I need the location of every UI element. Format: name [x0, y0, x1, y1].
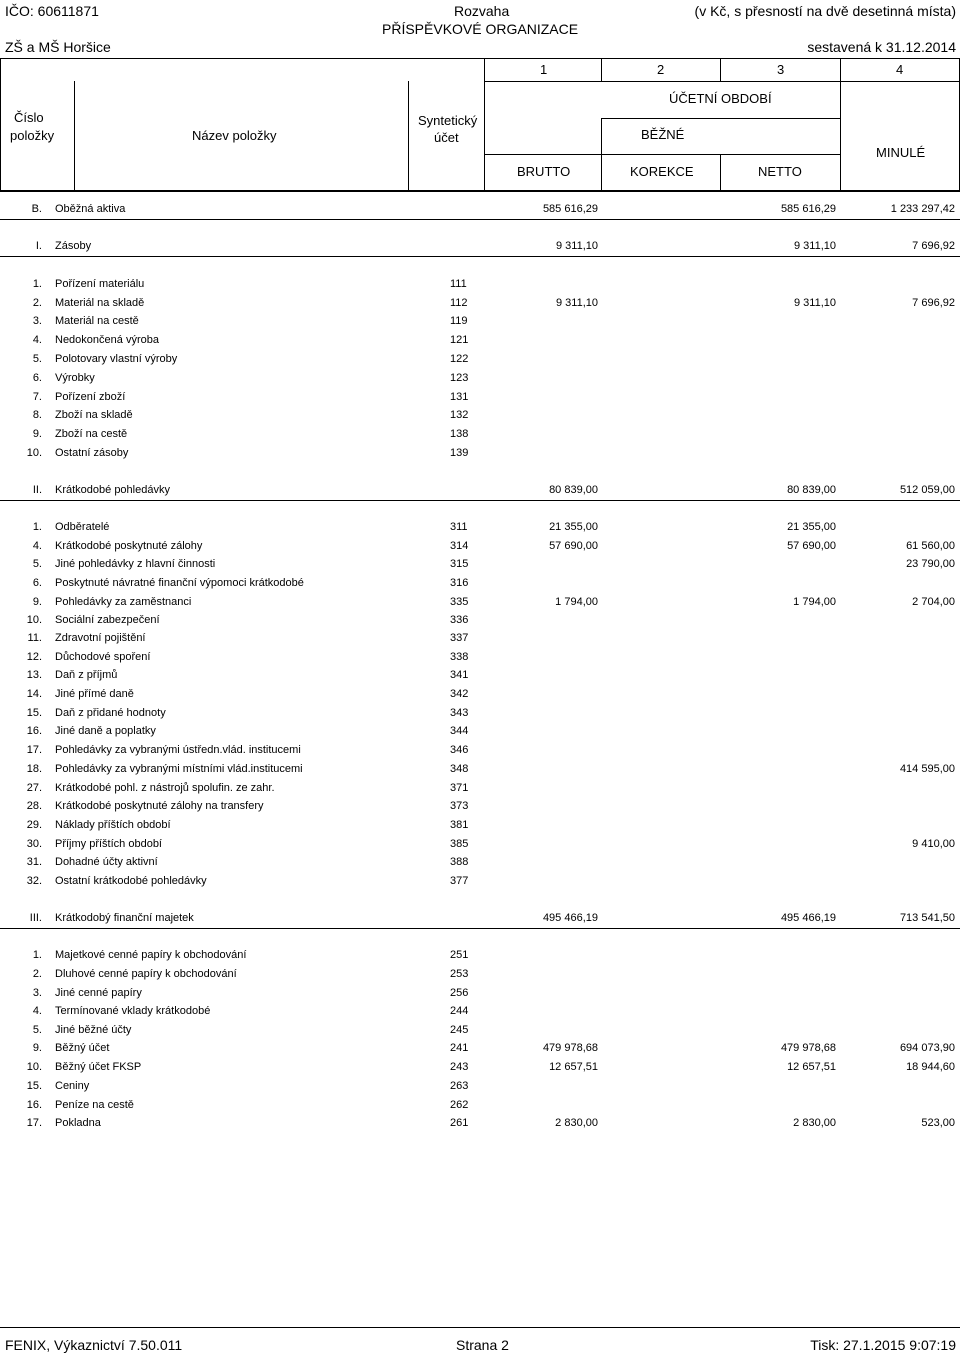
row-name: Daň z přidané hodnoty	[55, 707, 166, 719]
row-number: 4.	[32, 540, 42, 552]
row-minule: 18 944,60	[906, 1061, 955, 1073]
section-divider	[0, 500, 960, 501]
row-name: Jiné přímé daně	[55, 688, 134, 700]
row-account: 263	[450, 1080, 469, 1092]
row-account: 256	[450, 987, 469, 999]
table-row	[0, 575, 960, 593]
table-row	[0, 351, 960, 369]
row-number: 30.	[26, 838, 42, 850]
row-number: 11.	[27, 632, 42, 644]
row-minule: 7 696,92	[912, 297, 955, 309]
row-account: 385	[450, 838, 469, 850]
row-number: B.	[31, 203, 42, 215]
row-name: Termínované vklady krátkodobé	[55, 1005, 211, 1017]
row-number: 15.	[26, 1080, 42, 1092]
row-number: 16.	[26, 725, 42, 737]
table-row	[0, 594, 960, 612]
row-name: Odběratelé	[55, 521, 110, 533]
row-account: 343	[450, 707, 469, 719]
row-account: 121	[450, 334, 469, 346]
row-number: 31.	[26, 856, 42, 868]
table-row	[0, 985, 960, 1003]
row-account: 122	[450, 353, 469, 365]
row-name: Krátkodobé poskytnuté zálohy	[55, 540, 203, 552]
row-account: 341	[450, 669, 469, 681]
row-account: 373	[450, 800, 469, 812]
row-number: 17.	[26, 1117, 42, 1129]
row-brutto: 479 978,68	[542, 1042, 598, 1054]
row-number: 27.	[26, 782, 42, 794]
row-name: Zdravotní pojištění	[55, 632, 146, 644]
row-account: 131	[450, 391, 469, 403]
table-row	[0, 817, 960, 835]
table-row	[0, 798, 960, 816]
row-name: Dohadné účty aktivní	[55, 856, 158, 868]
row-number: 2.	[32, 297, 42, 309]
row-number: 6.	[32, 577, 42, 589]
table-row	[0, 667, 960, 685]
table-row	[0, 1040, 960, 1058]
report-title: Rozvaha	[454, 3, 510, 19]
row-netto: 21 355,00	[787, 521, 836, 533]
header-korekce: KOREKCE	[630, 164, 694, 179]
table-row	[0, 332, 960, 350]
row-number: 17.	[26, 744, 42, 756]
header-cislo: Číslo	[14, 110, 44, 125]
row-account: 245	[450, 1024, 469, 1036]
row-account: 388	[450, 856, 469, 868]
table-row	[0, 1059, 960, 1077]
row-number: 13.	[26, 669, 42, 681]
organization-name: ZŠ a MŠ Horšice	[5, 39, 111, 55]
row-name: Pohledávky za vybranými místními vlád.institucemi	[55, 763, 303, 775]
row-account: 132	[450, 409, 469, 421]
row-netto: 2 830,00	[793, 1117, 836, 1129]
row-name: Materiál na skladě	[55, 297, 145, 309]
row-name: Dluhové cenné papíry k obchodování	[55, 968, 237, 980]
row-number: 9.	[32, 428, 42, 440]
row-number: 5.	[32, 558, 42, 570]
row-name: Příjmy příštích období	[55, 838, 162, 850]
table-row	[0, 873, 960, 891]
table-row	[0, 686, 960, 704]
row-number: 10.	[26, 1061, 42, 1073]
table-row	[0, 201, 960, 219]
row-number: 14.	[26, 688, 42, 700]
row-name: Daň z příjmů	[55, 669, 118, 681]
table-row	[0, 313, 960, 331]
row-number: 9.	[32, 1042, 42, 1054]
row-account: 111	[450, 278, 467, 290]
row-account: 348	[450, 763, 469, 775]
row-name: Polotovary vlastní výroby	[55, 353, 178, 365]
row-netto: 1 794,00	[793, 596, 836, 608]
table-row	[0, 966, 960, 984]
row-name: Náklady příštích období	[55, 819, 171, 831]
row-name: Pohledávky za zaměstnanci	[55, 596, 192, 608]
row-name: Pořízení materiálu	[55, 278, 145, 290]
report-date: sestavená k 31.12.2014	[807, 39, 956, 55]
row-minule: 9 410,00	[912, 838, 955, 850]
row-number: 4.	[32, 1005, 42, 1017]
table-row	[0, 742, 960, 760]
row-number: 29.	[26, 819, 42, 831]
row-minule: 61 560,00	[906, 540, 955, 552]
header-bezne: BĚŽNÉ	[641, 127, 685, 142]
table-row	[0, 761, 960, 779]
row-name: Zboží na cestě	[55, 428, 128, 440]
row-name: Běžný účet FKSP	[55, 1061, 142, 1073]
table-row	[0, 780, 960, 798]
row-brutto: 21 355,00	[549, 521, 598, 533]
header-brutto: BRUTTO	[517, 164, 571, 179]
row-number: 12.	[26, 651, 42, 663]
row-name: Zboží na skladě	[55, 409, 133, 421]
ico-label: IČO: 60611871	[5, 3, 99, 19]
row-minule: 713 541,50	[899, 912, 955, 924]
row-account: 251	[450, 949, 469, 961]
row-account: 344	[450, 725, 469, 737]
row-brutto: 80 839,00	[549, 484, 598, 496]
row-number: II.	[32, 484, 42, 496]
row-netto: 80 839,00	[787, 484, 836, 496]
row-account: 338	[450, 651, 469, 663]
row-name: Jiné cenné papíry	[55, 987, 142, 999]
row-name: Materiál na cestě	[55, 315, 139, 327]
section-divider	[0, 256, 960, 257]
row-name: Nedokončená výroba	[55, 334, 159, 346]
row-name: Zásoby	[55, 240, 92, 252]
table-row	[0, 407, 960, 425]
table-row	[0, 947, 960, 965]
table-row	[0, 238, 960, 256]
table-row	[0, 910, 960, 928]
row-netto: 585 616,29	[780, 203, 836, 215]
header-minule: MINULÉ	[876, 145, 926, 160]
row-netto: 9 311,10	[793, 240, 836, 252]
table-row	[0, 389, 960, 407]
row-number: I.	[35, 240, 42, 252]
row-number: 8.	[32, 409, 42, 421]
row-brutto: 12 657,51	[549, 1061, 598, 1073]
header-netto: NETTO	[758, 164, 802, 179]
units-note: (v Kč, s přesností na dvě desetinná místa)	[694, 3, 956, 19]
table-row	[0, 426, 960, 444]
row-minule: 512 059,00	[899, 484, 955, 496]
row-minule: 7 696,92	[912, 240, 955, 252]
row-netto: 479 978,68	[780, 1042, 836, 1054]
row-account: 315	[450, 558, 469, 570]
table-row	[0, 276, 960, 294]
row-name: Běžný účet	[55, 1042, 110, 1054]
table-row	[0, 836, 960, 854]
table-row	[0, 612, 960, 630]
row-account: 139	[450, 447, 469, 459]
row-name: Oběžná aktiva	[55, 203, 126, 215]
row-brutto: 57 690,00	[549, 540, 598, 552]
row-account: 138	[450, 428, 469, 440]
row-name: Jiné pohledávky z hlavní činnosti	[55, 558, 216, 570]
row-name: Důchodové spoření	[55, 651, 151, 663]
row-number: III.	[29, 912, 42, 924]
row-name: Majetkové cenné papíry k obchodování	[55, 949, 247, 961]
header-polozky: položky	[10, 128, 55, 143]
row-minule: 2 704,00	[912, 596, 955, 608]
row-number: 3.	[32, 987, 42, 999]
row-number: 4.	[32, 334, 42, 346]
row-netto: 57 690,00	[787, 540, 836, 552]
row-account: 371	[450, 782, 469, 794]
row-number: 2.	[32, 968, 42, 980]
col-number-3: 3	[777, 62, 785, 77]
row-name: Výrobky	[55, 372, 95, 384]
row-brutto: 495 466,19	[542, 912, 598, 924]
row-name: Sociální zabezpečení	[55, 614, 160, 626]
row-number: 10.	[26, 614, 42, 626]
footer-page: Strana 2	[456, 1337, 509, 1353]
row-minule: 694 073,90	[899, 1042, 955, 1054]
row-name: Poskytnuté návratné finanční výpomoci krátkodobé	[55, 577, 304, 589]
row-account: 244	[450, 1005, 469, 1017]
row-number: 5.	[32, 353, 42, 365]
table-row	[0, 1115, 960, 1133]
row-brutto: 1 794,00	[555, 596, 598, 608]
row-account: 377	[450, 875, 469, 887]
report-subtitle: PŘÍSPĚVKOVÉ ORGANIZACE	[382, 21, 579, 37]
footer-software: FENIX, Výkaznictví 7.50.011	[5, 1337, 183, 1353]
row-name: Krátkodobé pohl. z nástrojů spolufin. ze zahr.	[55, 782, 275, 794]
row-number: 1.	[32, 949, 42, 961]
table-row	[0, 723, 960, 741]
row-netto: 9 311,10	[793, 297, 836, 309]
row-name: Krátkodobý finanční majetek	[55, 912, 194, 924]
row-account: 262	[450, 1099, 469, 1111]
row-number: 3.	[32, 315, 42, 327]
row-number: 7.	[32, 391, 42, 403]
section-divider	[0, 928, 960, 929]
row-account: 243	[450, 1061, 469, 1073]
row-name: Pohledávky za vybranými ústředn.vlád. institucemi	[55, 744, 301, 756]
row-number: 6.	[32, 372, 42, 384]
row-account: 314	[450, 540, 469, 552]
table-row	[0, 649, 960, 667]
row-account: 316	[450, 577, 469, 589]
row-brutto: 2 830,00	[555, 1117, 598, 1129]
row-number: 18.	[26, 763, 42, 775]
table-row	[0, 295, 960, 313]
row-number: 1.	[32, 521, 42, 533]
row-account: 346	[450, 744, 469, 756]
row-account: 253	[450, 968, 469, 980]
table-row	[0, 1003, 960, 1021]
row-account: 337	[450, 632, 469, 644]
table-row	[0, 556, 960, 574]
header-ucet: účet	[434, 130, 459, 145]
table-row	[0, 1022, 960, 1040]
col-number-1: 1	[540, 62, 548, 77]
row-account: 342	[450, 688, 469, 700]
row-number: 15.	[26, 707, 42, 719]
table-row	[0, 445, 960, 463]
row-account: 311	[450, 521, 468, 533]
row-brutto: 9 311,10	[555, 297, 598, 309]
col-number-2: 2	[657, 62, 665, 77]
row-name: Jiné daně a poplatky	[55, 725, 156, 737]
table-row	[0, 370, 960, 388]
row-account: 381	[450, 819, 469, 831]
row-netto: 12 657,51	[787, 1061, 836, 1073]
table-row	[0, 519, 960, 537]
row-name: Pořízení zboží	[55, 391, 126, 403]
header-synteticky: Syntetický	[418, 113, 478, 128]
table-row	[0, 1078, 960, 1096]
row-number: 10.	[26, 447, 42, 459]
row-name: Ostatní zásoby	[55, 447, 129, 459]
row-name: Krátkodobé poskytnuté zálohy na transfery	[55, 800, 264, 812]
table-row	[0, 538, 960, 556]
row-account: 241	[450, 1042, 469, 1054]
section-divider	[0, 219, 960, 220]
row-name: Jiné běžné účty	[55, 1024, 132, 1036]
footer-print-date: Tisk: 27.1.2015 9:07:19	[810, 1337, 956, 1353]
row-account: 112	[450, 297, 468, 309]
table-row	[0, 705, 960, 723]
row-brutto: 585 616,29	[542, 203, 598, 215]
header-ucetni-obdobi: ÚČETNÍ OBDOBÍ	[669, 91, 772, 106]
row-netto: 495 466,19	[780, 912, 836, 924]
col-number-4: 4	[896, 62, 904, 77]
row-name: Ostatní krátkodobé pohledávky	[55, 875, 207, 887]
row-minule: 1 233 297,42	[890, 203, 955, 215]
row-name: Peníze na cestě	[55, 1099, 134, 1111]
row-minule: 23 790,00	[906, 558, 955, 570]
row-account: 336	[450, 614, 469, 626]
row-brutto: 9 311,10	[555, 240, 598, 252]
row-minule: 414 595,00	[899, 763, 955, 775]
row-name: Pokladna	[55, 1117, 101, 1129]
row-account: 119	[450, 315, 468, 327]
row-number: 1.	[32, 278, 42, 290]
row-number: 28.	[26, 800, 42, 812]
row-account: 123	[450, 372, 469, 384]
row-name: Ceniny	[55, 1080, 90, 1092]
table-row	[0, 630, 960, 648]
table-row	[0, 1097, 960, 1115]
table-row	[0, 482, 960, 500]
table-row	[0, 854, 960, 872]
row-name: Krátkodobé pohledávky	[55, 484, 170, 496]
row-minule: 523,00	[921, 1117, 955, 1129]
row-account: 335	[450, 596, 469, 608]
row-number: 32.	[26, 875, 42, 887]
row-number: 9.	[32, 596, 42, 608]
row-account: 261	[450, 1117, 469, 1129]
header-nazev: Název položky	[192, 128, 277, 143]
row-number: 16.	[26, 1099, 42, 1111]
row-number: 5.	[32, 1024, 42, 1036]
